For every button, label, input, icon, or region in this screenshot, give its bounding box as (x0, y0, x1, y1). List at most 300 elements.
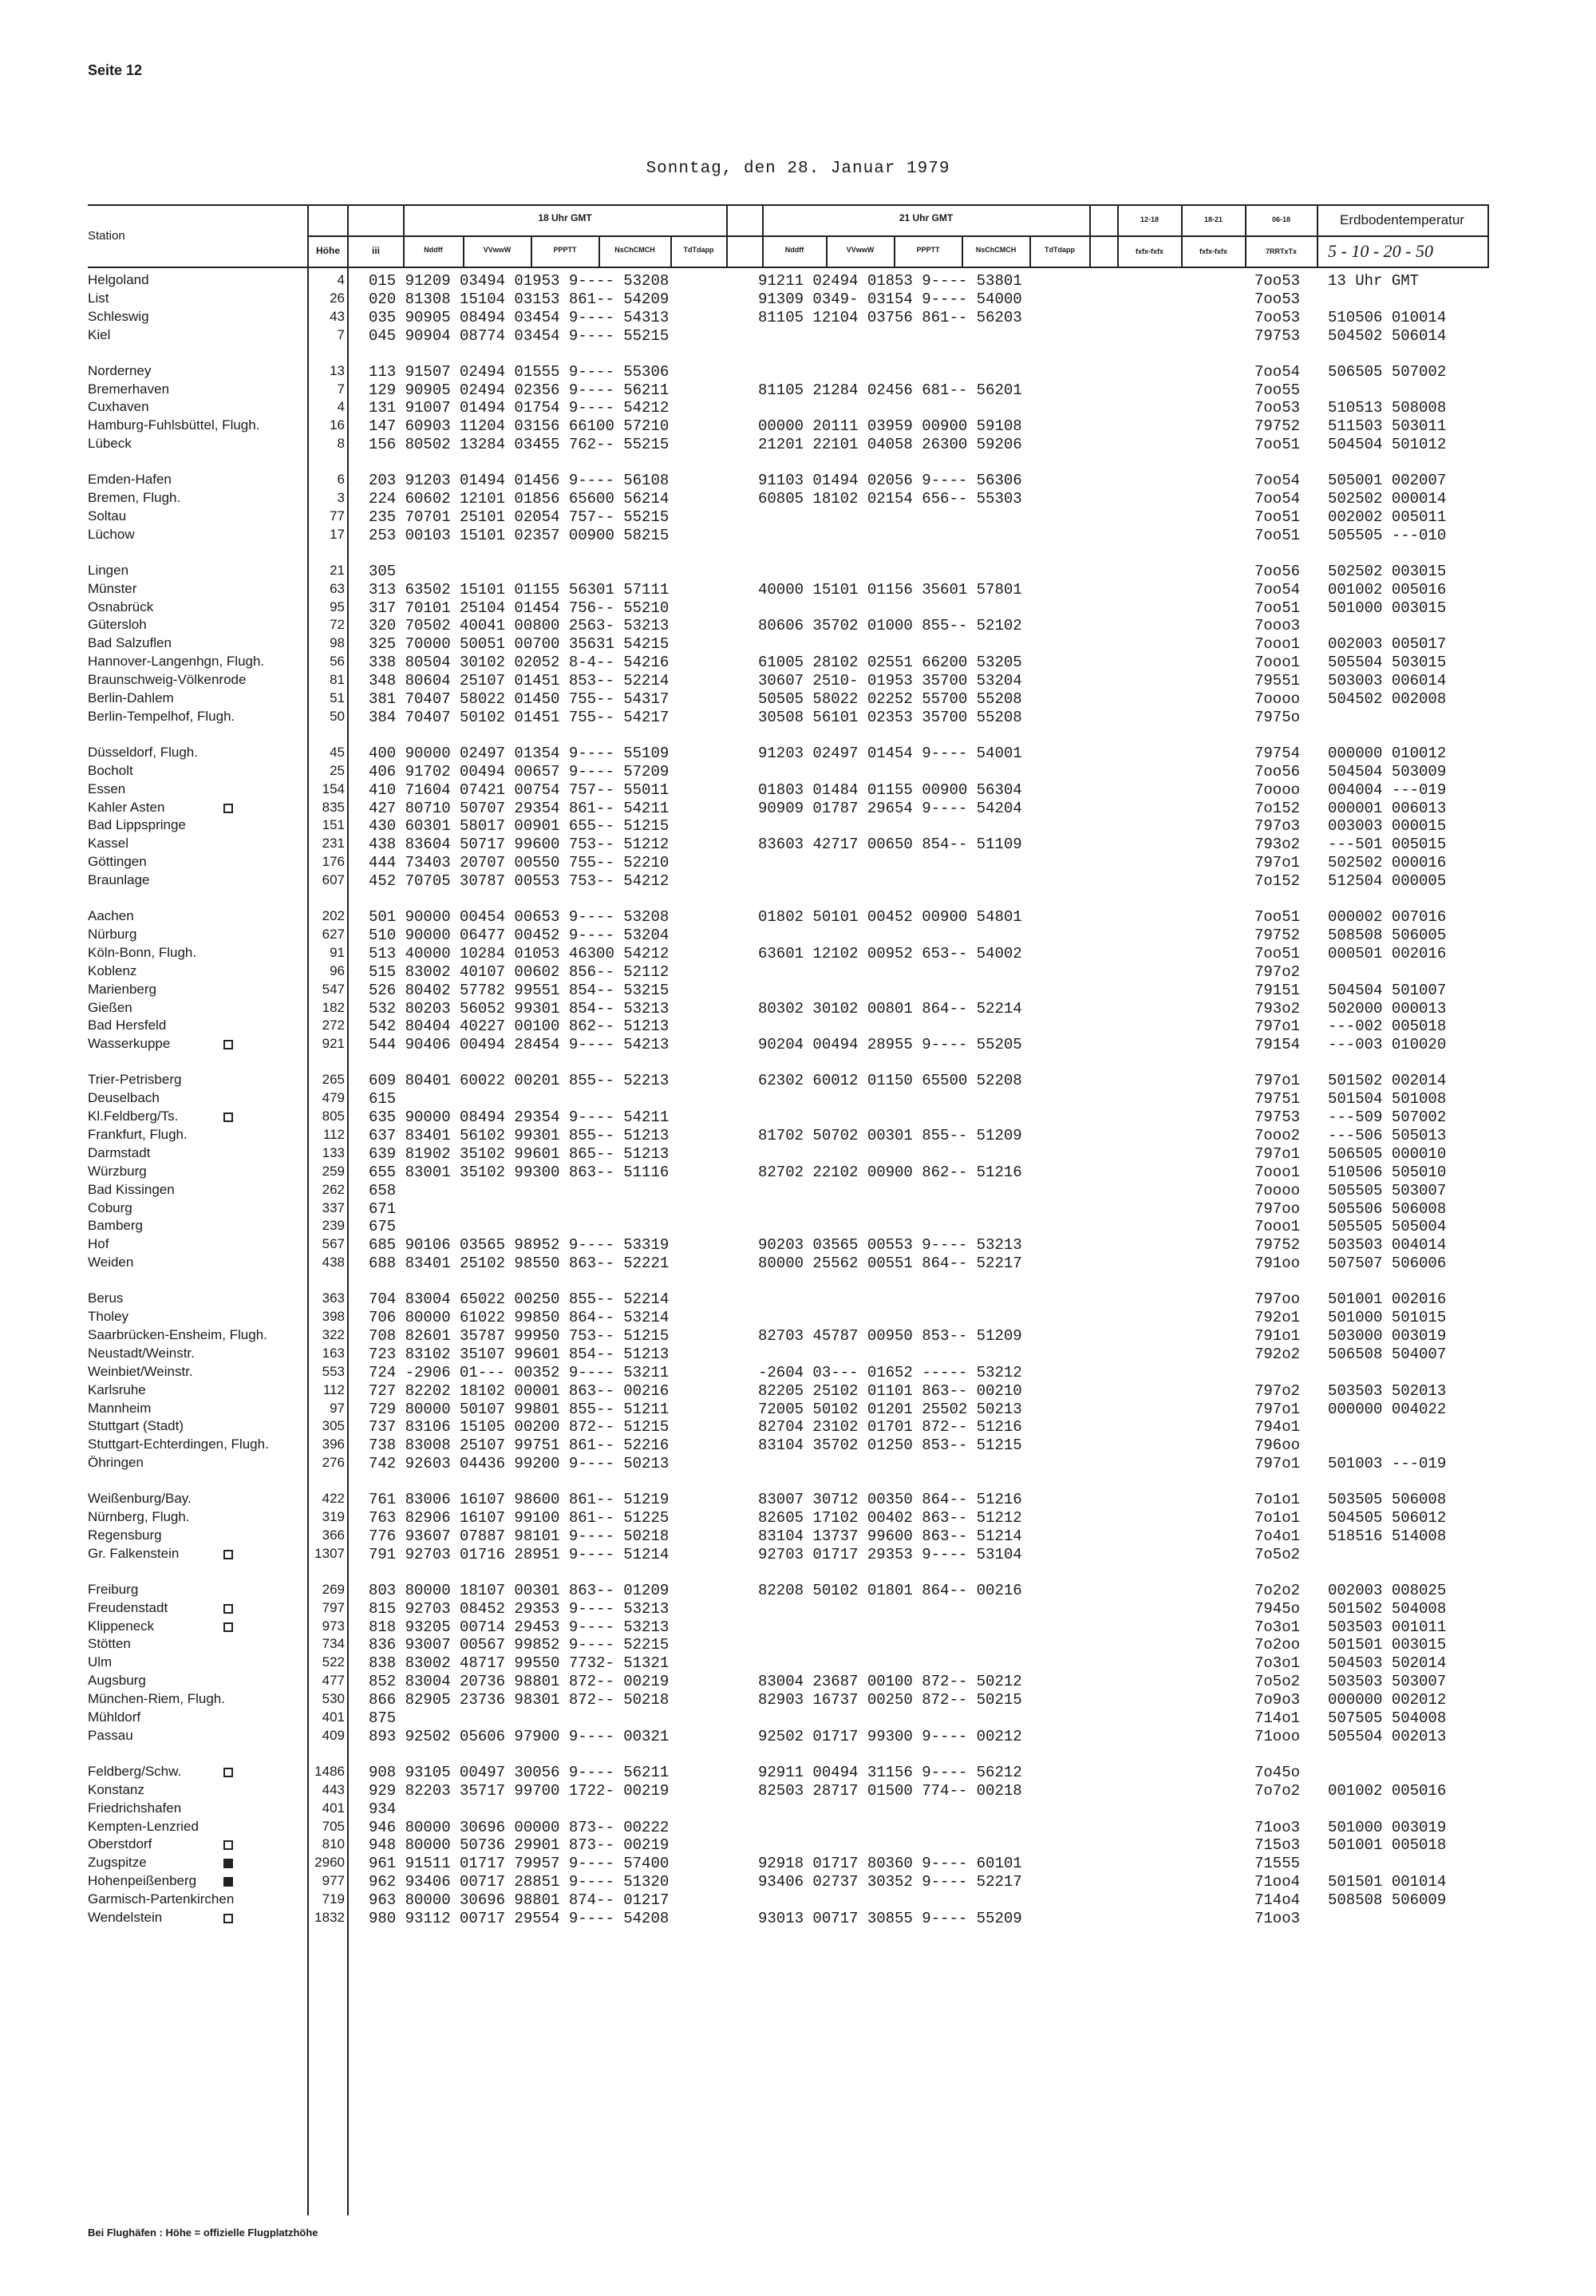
obs-18-gmt: 946 80000 30696 00000 873-- 00222 (369, 1818, 670, 1836)
obs-21-gmt: 91309 0349- 03154 9---- 54000 (758, 290, 1022, 308)
soil-temperature: 502502 000016 (1328, 854, 1447, 872)
obs-21-gmt: 30508 56101 02353 35700 55208 (758, 708, 1022, 726)
header-range-sub-3: 7RRTxTx (1265, 247, 1297, 255)
obs-sunshine-temp: 71555 (1254, 1855, 1301, 1873)
soil-temperature: 505001 002007 (1328, 472, 1447, 490)
station-height: 4 (337, 399, 345, 415)
soil-temperature: 501003 ---019 (1328, 1455, 1447, 1473)
obs-18-gmt: 637 83401 56102 99301 855-- 51213 (369, 1126, 670, 1144)
header-18-tdtdapp: TdTdapp (683, 246, 714, 254)
station-height: 477 (322, 1673, 345, 1689)
station-height: 45 (330, 744, 345, 760)
obs-21-gmt: 81105 12104 03756 861-- 56203 (758, 308, 1022, 326)
table-row (0, 617, 1596, 636)
station-height: 81 (330, 672, 345, 688)
obs-sunshine-temp: 797o1 (1254, 854, 1301, 872)
obs-sunshine-temp: 797o1 (1254, 1144, 1301, 1163)
table-row (0, 1164, 1596, 1183)
station-height: 547 (322, 981, 345, 997)
obs-sunshine-temp: 7oooo (1254, 780, 1301, 799)
table-row (0, 1819, 1596, 1838)
obs-sunshine-temp: 715o3 (1254, 1836, 1301, 1855)
obs-18-gmt: 742 92603 04436 99200 9---- 50213 (369, 1455, 670, 1473)
obs-21-gmt: 92502 01717 99300 9---- 00212 (758, 1727, 1022, 1745)
obs-21-gmt: 83004 23687 00100 872-- 50212 (758, 1673, 1022, 1691)
station-height: 401 (322, 1709, 345, 1725)
station-name: Stuttgart (Stadt) (88, 1418, 184, 1434)
soil-temperature: 505506 506008 (1328, 1199, 1447, 1218)
station-height: 553 (322, 1363, 345, 1379)
obs-18-gmt: 688 83401 25102 98550 863-- 52221 (369, 1255, 670, 1273)
soil-temperature: 002002 005011 (1328, 508, 1447, 526)
obs-sunshine-temp: 793o2 (1254, 836, 1301, 854)
station-height: 337 (322, 1199, 345, 1215)
soil-temperature: 004004 ---019 (1328, 780, 1447, 799)
station-height: 835 (322, 799, 345, 815)
station-name: Lüchow (88, 526, 135, 542)
obs-sunshine-temp: 7oo56 (1254, 762, 1301, 780)
obs-sunshine-temp: 714o4 (1254, 1891, 1301, 1910)
table-row (0, 1491, 1596, 1510)
obs-sunshine-temp: 79752 (1254, 926, 1301, 944)
station-height: 7 (337, 326, 345, 342)
soil-temperature: 504504 501012 (1328, 436, 1447, 454)
obs-21-gmt: 91211 02494 01853 9---- 53801 (758, 272, 1022, 290)
table-row (0, 872, 1596, 891)
table-row (0, 908, 1596, 927)
table-row (0, 1600, 1596, 1619)
station-name: Feldberg/Schw. (88, 1763, 182, 1779)
header-range-18-21: 18-21 (1203, 215, 1223, 223)
soil-temperature: 507505 504008 (1328, 1709, 1447, 1727)
obs-sunshine-temp: 71ooo (1254, 1727, 1301, 1745)
obs-18-gmt: 338 80504 30102 02052 8-4-- 54216 (369, 654, 670, 672)
obs-21-gmt: 81702 50702 00301 855-- 51209 (758, 1126, 1022, 1144)
table-row (0, 709, 1596, 728)
obs-18-gmt: 410 71604 07421 00754 757-- 55011 (369, 780, 670, 799)
station-name: Würzburg (88, 1163, 147, 1179)
station-height: 1832 (314, 1910, 345, 1925)
col-divider-18h-right (726, 204, 728, 268)
obs-21-gmt: 40000 15101 01156 35601 57801 (758, 580, 1022, 599)
obs-18-gmt: 444 73403 20707 00550 755-- 52210 (369, 854, 670, 872)
soil-temperature: 518516 514008 (1328, 1527, 1447, 1545)
soil-temperature: 000000 004022 (1328, 1400, 1447, 1418)
table-row (0, 1145, 1596, 1164)
table-row (0, 1728, 1596, 1747)
station-name: München-Riem, Flugh. (88, 1691, 225, 1707)
obs-21-gmt: 62302 60012 01150 65500 52208 (758, 1072, 1022, 1090)
table-row (0, 581, 1596, 600)
soil-temperature: ---002 005018 (1328, 1018, 1447, 1036)
obs-18-gmt: 615 (369, 1090, 397, 1108)
soil-temperature: 503505 506008 (1328, 1491, 1447, 1509)
table-row (0, 1290, 1596, 1310)
soil-temperature: 001002 005016 (1328, 580, 1447, 599)
obs-21-gmt: 83603 42717 00650 854-- 51109 (758, 836, 1022, 854)
station-name: Berus (88, 1290, 124, 1306)
soil-temperature: 505505 ---010 (1328, 526, 1447, 544)
station-name: Mannheim (88, 1400, 152, 1416)
station-name: Soltau (88, 508, 127, 524)
station-height: 265 (322, 1072, 345, 1088)
obs-sunshine-temp: 7oo53 (1254, 290, 1301, 308)
obs-sunshine-temp: 7o152 (1254, 799, 1301, 817)
header-21-gmt: 21 Uhr GMT (899, 212, 954, 223)
obs-18-gmt: 381 70407 58022 01450 755-- 54317 (369, 690, 670, 708)
station-name: Konstanz (88, 1781, 144, 1797)
station-height: 322 (322, 1326, 345, 1342)
station-height: 51 (330, 690, 345, 705)
station-height: 72 (330, 617, 345, 633)
obs-18-gmt: 723 83102 35107 99601 854-- 51213 (369, 1345, 670, 1363)
table-row (0, 763, 1596, 782)
station-name: Augsburg (88, 1673, 146, 1689)
table-row (0, 1255, 1596, 1274)
station-height: 56 (330, 654, 345, 670)
open-square-icon (223, 1768, 233, 1777)
obs-sunshine-temp: 7945o (1254, 1599, 1301, 1618)
obs-18-gmt: 706 80000 61022 99850 864-- 53214 (369, 1309, 670, 1326)
obs-18-gmt: 020 81308 15104 03153 861-- 54209 (369, 290, 670, 308)
station-height: 97 (330, 1400, 345, 1416)
station-height: 363 (322, 1290, 345, 1306)
station-height: 182 (322, 999, 345, 1015)
table-row (0, 1072, 1596, 1091)
header-21-tdtdapp: TdTdapp (1045, 246, 1075, 254)
soil-temperature: 506508 504007 (1328, 1345, 1447, 1363)
col-divider-r1 (1117, 204, 1119, 268)
obs-18-gmt: 948 80000 50736 29901 873-- 00219 (369, 1836, 670, 1855)
soil-temperature: ---506 505013 (1328, 1126, 1447, 1144)
table-row (0, 1527, 1596, 1547)
station-name: Wasserkuppe (88, 1036, 171, 1052)
station-name: Weißenburg/Bay. (88, 1491, 192, 1507)
soil-temperature: 510506 505010 (1328, 1163, 1447, 1181)
station-height: 98 (330, 635, 345, 651)
obs-18-gmt: 430 60301 58017 00901 655-- 51215 (369, 817, 670, 836)
station-name: Bad Salzuflen (88, 635, 172, 651)
station-height: 438 (322, 1255, 345, 1271)
soil-temperature: 501501 003015 (1328, 1636, 1447, 1654)
obs-18-gmt: 934 (369, 1800, 397, 1818)
soil-temperature: 003003 000015 (1328, 817, 1447, 836)
station-height: 530 (322, 1691, 345, 1707)
station-height: 25 (330, 762, 345, 778)
obs-sunshine-temp: 7oo53 (1254, 272, 1301, 290)
station-name: Hohenpeißenberg (88, 1873, 197, 1889)
table-row (0, 1800, 1596, 1820)
table-row (0, 1546, 1596, 1565)
station-height: 17 (330, 526, 345, 542)
obs-sunshine-temp: 71oo4 (1254, 1873, 1301, 1891)
soil-temperature: 510506 010014 (1328, 308, 1447, 326)
station-name: Gr. Falkenstein (88, 1545, 180, 1561)
obs-sunshine-temp: 7o45o (1254, 1763, 1301, 1781)
obs-sunshine-temp: 7oo51 (1254, 599, 1301, 617)
table-row (0, 599, 1596, 618)
obs-sunshine-temp: 79753 (1254, 326, 1301, 345)
station-height: 805 (322, 1108, 345, 1124)
station-height: 810 (322, 1836, 345, 1852)
obs-sunshine-temp: 7ooo1 (1254, 635, 1301, 654)
obs-sunshine-temp: 71oo3 (1254, 1910, 1301, 1927)
obs-18-gmt: 113 91507 02494 01555 9---- 55306 (369, 362, 670, 381)
obs-sunshine-temp: 79752 (1254, 417, 1301, 436)
station-height: 977 (322, 1873, 345, 1889)
station-name: Lingen (88, 562, 129, 578)
obs-18-gmt: 513 40000 10284 01053 46300 54212 (369, 944, 670, 962)
station-height: 269 (322, 1581, 345, 1597)
obs-21-gmt: 81105 21284 02456 681-- 56201 (758, 381, 1022, 399)
table-row (0, 1582, 1596, 1601)
obs-18-gmt: 427 80710 50707 29354 861-- 54211 (369, 799, 670, 817)
obs-21-gmt: 83104 35702 01250 853-- 51215 (758, 1436, 1022, 1455)
station-name: Freiburg (88, 1581, 139, 1597)
table-row (0, 290, 1596, 310)
station-name: Friedrichshafen (88, 1800, 182, 1816)
station-height: 43 (330, 308, 345, 324)
soil-temperature: 503503 503007 (1328, 1673, 1447, 1691)
obs-21-gmt: 82704 23102 01701 872-- 51216 (758, 1418, 1022, 1436)
obs-18-gmt: 400 90000 02497 01354 9---- 55109 (369, 744, 670, 762)
obs-sunshine-temp: 7ooo1 (1254, 1218, 1301, 1236)
station-height: 202 (322, 908, 345, 923)
obs-18-gmt: 203 91203 01494 01456 9---- 56108 (369, 472, 670, 490)
obs-21-gmt: 90204 00494 28955 9---- 55205 (758, 1036, 1022, 1054)
obs-18-gmt: 655 83001 35102 99300 863-- 51116 (369, 1163, 670, 1181)
station-height: 797 (322, 1599, 345, 1615)
station-height: 239 (322, 1218, 345, 1234)
station-name: Regensburg (88, 1527, 162, 1543)
header-range-12-18: 12-18 (1140, 215, 1159, 223)
table-row (0, 272, 1596, 291)
soil-temperature: 504502 506014 (1328, 326, 1447, 345)
header-bottom-rule (88, 267, 1489, 268)
station-name: List (88, 290, 109, 306)
obs-21-gmt: 82208 50102 01801 864-- 00216 (758, 1581, 1022, 1599)
station-name: Kl.Feldberg/Ts. (88, 1108, 179, 1124)
obs-18-gmt: 980 93112 00717 29554 9---- 54208 (369, 1910, 670, 1927)
obs-sunshine-temp: 796oo (1254, 1436, 1301, 1455)
station-height: 719 (322, 1891, 345, 1907)
obs-18-gmt: 961 91511 01717 79957 9---- 57400 (369, 1855, 670, 1873)
station-name: Bocholt (88, 762, 133, 778)
table-row (0, 417, 1596, 437)
station-name: Frankfurt, Flugh. (88, 1126, 188, 1142)
obs-sunshine-temp: 7o1o1 (1254, 1509, 1301, 1527)
open-square-icon (223, 1914, 233, 1923)
station-name: Klippeneck (88, 1618, 155, 1634)
station-name: Stötten (88, 1636, 131, 1652)
obs-sunshine-temp: 791oo (1254, 1255, 1301, 1273)
obs-18-gmt: 671 (369, 1199, 397, 1218)
soil-temperature: 508508 506009 (1328, 1891, 1447, 1910)
obs-sunshine-temp: 714o1 (1254, 1709, 1301, 1727)
obs-sunshine-temp: 7oo51 (1254, 908, 1301, 926)
date-title: Sonntag, den 28. Januar 1979 (646, 160, 950, 178)
obs-21-gmt: 30607 2510- 01953 35700 53204 (758, 672, 1022, 690)
station-height: 50 (330, 708, 345, 724)
station-height: 401 (322, 1800, 345, 1816)
table-row (0, 1436, 1596, 1456)
station-height: 77 (330, 508, 345, 524)
obs-21-gmt: 93013 00717 30855 9---- 55209 (758, 1910, 1022, 1927)
soil-temperature: 501504 501008 (1328, 1090, 1447, 1108)
table-row (0, 745, 1596, 764)
station-height: 112 (322, 1381, 345, 1397)
obs-21-gmt: 01802 50101 00452 00900 54801 (758, 908, 1022, 926)
soil-temperature: 503000 003019 (1328, 1326, 1447, 1345)
obs-21-gmt: 60805 18102 02154 656-- 55303 (758, 490, 1022, 508)
header-18-vvwww: VVwwW (483, 246, 512, 254)
station-height: 151 (322, 817, 345, 833)
filled-square-icon (223, 1859, 233, 1868)
table-row (0, 1382, 1596, 1401)
soil-temperature: 000501 002016 (1328, 944, 1447, 962)
table-row (0, 690, 1596, 709)
station-height: 479 (322, 1090, 345, 1106)
col-divider-r3 (1245, 204, 1246, 268)
table-row (0, 1309, 1596, 1328)
table-row (0, 363, 1596, 382)
obs-sunshine-temp: 797o2 (1254, 1381, 1301, 1400)
table-row (0, 1364, 1596, 1383)
table-row (0, 1327, 1596, 1346)
header-range-06-18: 06-18 (1271, 215, 1291, 223)
obs-21-gmt: 83104 13737 99600 863-- 51214 (758, 1527, 1022, 1545)
obs-18-gmt: 235 70701 25101 02054 757-- 55215 (369, 508, 670, 526)
station-height: 133 (322, 1144, 345, 1160)
obs-sunshine-temp: 7o3o1 (1254, 1618, 1301, 1636)
obs-18-gmt: 791 92703 01716 28951 9---- 51214 (369, 1545, 670, 1563)
soil-temperature: 503503 004014 (1328, 1236, 1447, 1255)
table-row (0, 472, 1596, 491)
open-square-icon (223, 1040, 233, 1049)
obs-sunshine-temp: 7o9o3 (1254, 1691, 1301, 1709)
soil-temperature: ---501 005015 (1328, 836, 1447, 854)
obs-18-gmt: 313 63502 15101 01155 56301 57111 (369, 580, 670, 599)
obs-sunshine-temp: 7o152 (1254, 872, 1301, 891)
station-name: Passau (88, 1727, 133, 1743)
obs-18-gmt: 501 90000 00454 00653 9---- 53208 (369, 908, 670, 926)
obs-sunshine-temp: 794o1 (1254, 1418, 1301, 1436)
station-height: 112 (322, 1126, 345, 1142)
obs-sunshine-temp: 7oo51 (1254, 526, 1301, 544)
obs-18-gmt: 317 70101 25104 01454 756-- 55210 (369, 599, 670, 617)
station-height: 366 (322, 1527, 345, 1543)
obs-sunshine-temp: 7o4o1 (1254, 1527, 1301, 1545)
station-height: 1307 (314, 1545, 345, 1561)
table-row (0, 1691, 1596, 1710)
soil-temperature: 501001 005018 (1328, 1836, 1447, 1855)
table-row (0, 1182, 1596, 1201)
station-name: Bad Kissingen (88, 1181, 175, 1197)
page-number: Seite 12 (88, 62, 143, 78)
table-row (0, 1218, 1596, 1237)
station-height: 734 (322, 1636, 345, 1652)
station-name: Tholey (88, 1309, 129, 1324)
station-name: Schleswig (88, 308, 149, 324)
obs-18-gmt: 438 83604 50717 99600 753-- 51212 (369, 836, 670, 854)
table-row (0, 1673, 1596, 1692)
obs-21-gmt: 63601 12102 00952 653-- 54002 (758, 944, 1022, 962)
obs-18-gmt: 815 92703 08452 29353 9---- 53213 (369, 1599, 670, 1618)
station-name: Göttingen (88, 854, 147, 870)
open-square-icon (223, 804, 233, 813)
obs-sunshine-temp: 7oo56 (1254, 562, 1301, 580)
obs-21-gmt: 80606 35702 01000 855-- 52102 (758, 617, 1022, 635)
station-height: 1486 (314, 1763, 345, 1779)
station-height: 319 (322, 1509, 345, 1524)
table-row (0, 1108, 1596, 1128)
station-name: Braunschweig-Völkenrode (88, 672, 247, 688)
table-row (0, 672, 1596, 691)
obs-sunshine-temp: 79151 (1254, 981, 1301, 999)
filled-square-icon (223, 1877, 233, 1887)
station-height: 2960 (314, 1855, 345, 1871)
obs-21-gmt: 92911 00494 31156 9---- 56212 (758, 1763, 1022, 1781)
station-height: 63 (330, 580, 345, 596)
soil-temperature: 507507 506006 (1328, 1255, 1447, 1273)
obs-18-gmt: 838 83002 48717 99550 7732- 51321 (369, 1654, 670, 1673)
obs-18-gmt: 962 93406 00717 28851 9---- 51320 (369, 1873, 670, 1891)
station-height: 305 (322, 1418, 345, 1434)
table-row (0, 982, 1596, 1001)
soil-temperature: 510513 508008 (1328, 399, 1447, 417)
table-row (0, 527, 1596, 546)
soil-temperature: 501502 002014 (1328, 1072, 1447, 1090)
obs-18-gmt: 893 92502 05606 97900 9---- 00321 (369, 1727, 670, 1745)
footnote: Bei Flughäfen : Höhe = offizielle Flugplatzhöhe (88, 2227, 318, 2239)
table-row (0, 399, 1596, 418)
obs-sunshine-temp: 792o2 (1254, 1345, 1301, 1363)
header-mid-rule (307, 235, 1489, 237)
table-row (0, 1764, 1596, 1783)
obs-sunshine-temp: 797o1 (1254, 1072, 1301, 1090)
station-name: Karlsruhe (88, 1381, 146, 1397)
station-name: Kempten-Lenzried (88, 1818, 199, 1834)
header-iii: iii (371, 245, 380, 256)
obs-21-gmt: 01803 01484 01155 00900 56304 (758, 780, 1022, 799)
obs-18-gmt: 129 90905 02494 02356 9---- 56211 (369, 381, 670, 399)
obs-sunshine-temp: 7975o (1254, 708, 1301, 726)
station-name: Bad Lippspringe (88, 817, 186, 833)
obs-18-gmt: 675 (369, 1218, 397, 1236)
soil-temperature: 13 Uhr GMT (1328, 272, 1420, 290)
obs-21-gmt: 93406 02737 30352 9---- 52217 (758, 1873, 1022, 1891)
open-square-icon (223, 1622, 233, 1632)
table-row (0, 1401, 1596, 1420)
station-height: 4 (337, 272, 345, 287)
soil-temperature: 505505 503007 (1328, 1181, 1447, 1199)
obs-18-gmt: 908 93105 00497 30056 9---- 56211 (369, 1763, 670, 1781)
table-row (0, 327, 1596, 346)
soil-temperature: 503003 006014 (1328, 672, 1447, 690)
table-row (0, 817, 1596, 836)
obs-18-gmt: 929 82203 35717 99700 1722- 00219 (369, 1781, 670, 1800)
soil-temperature: 504505 506012 (1328, 1509, 1447, 1527)
obs-21-gmt: 91103 01494 02056 9---- 56306 (758, 472, 1022, 490)
header-erdboden: Erdbodentemperatur (1340, 212, 1464, 227)
table-row (0, 1836, 1596, 1855)
station-name: Wendelstein (88, 1910, 163, 1925)
obs-21-gmt: 92703 01717 29353 9---- 53104 (758, 1545, 1022, 1563)
header-21-nschcmch: NsChCMCH (975, 246, 1017, 254)
station-height: 409 (322, 1727, 345, 1743)
station-name: Cuxhaven (88, 399, 149, 415)
obs-sunshine-temp: 797oo (1254, 1199, 1301, 1218)
